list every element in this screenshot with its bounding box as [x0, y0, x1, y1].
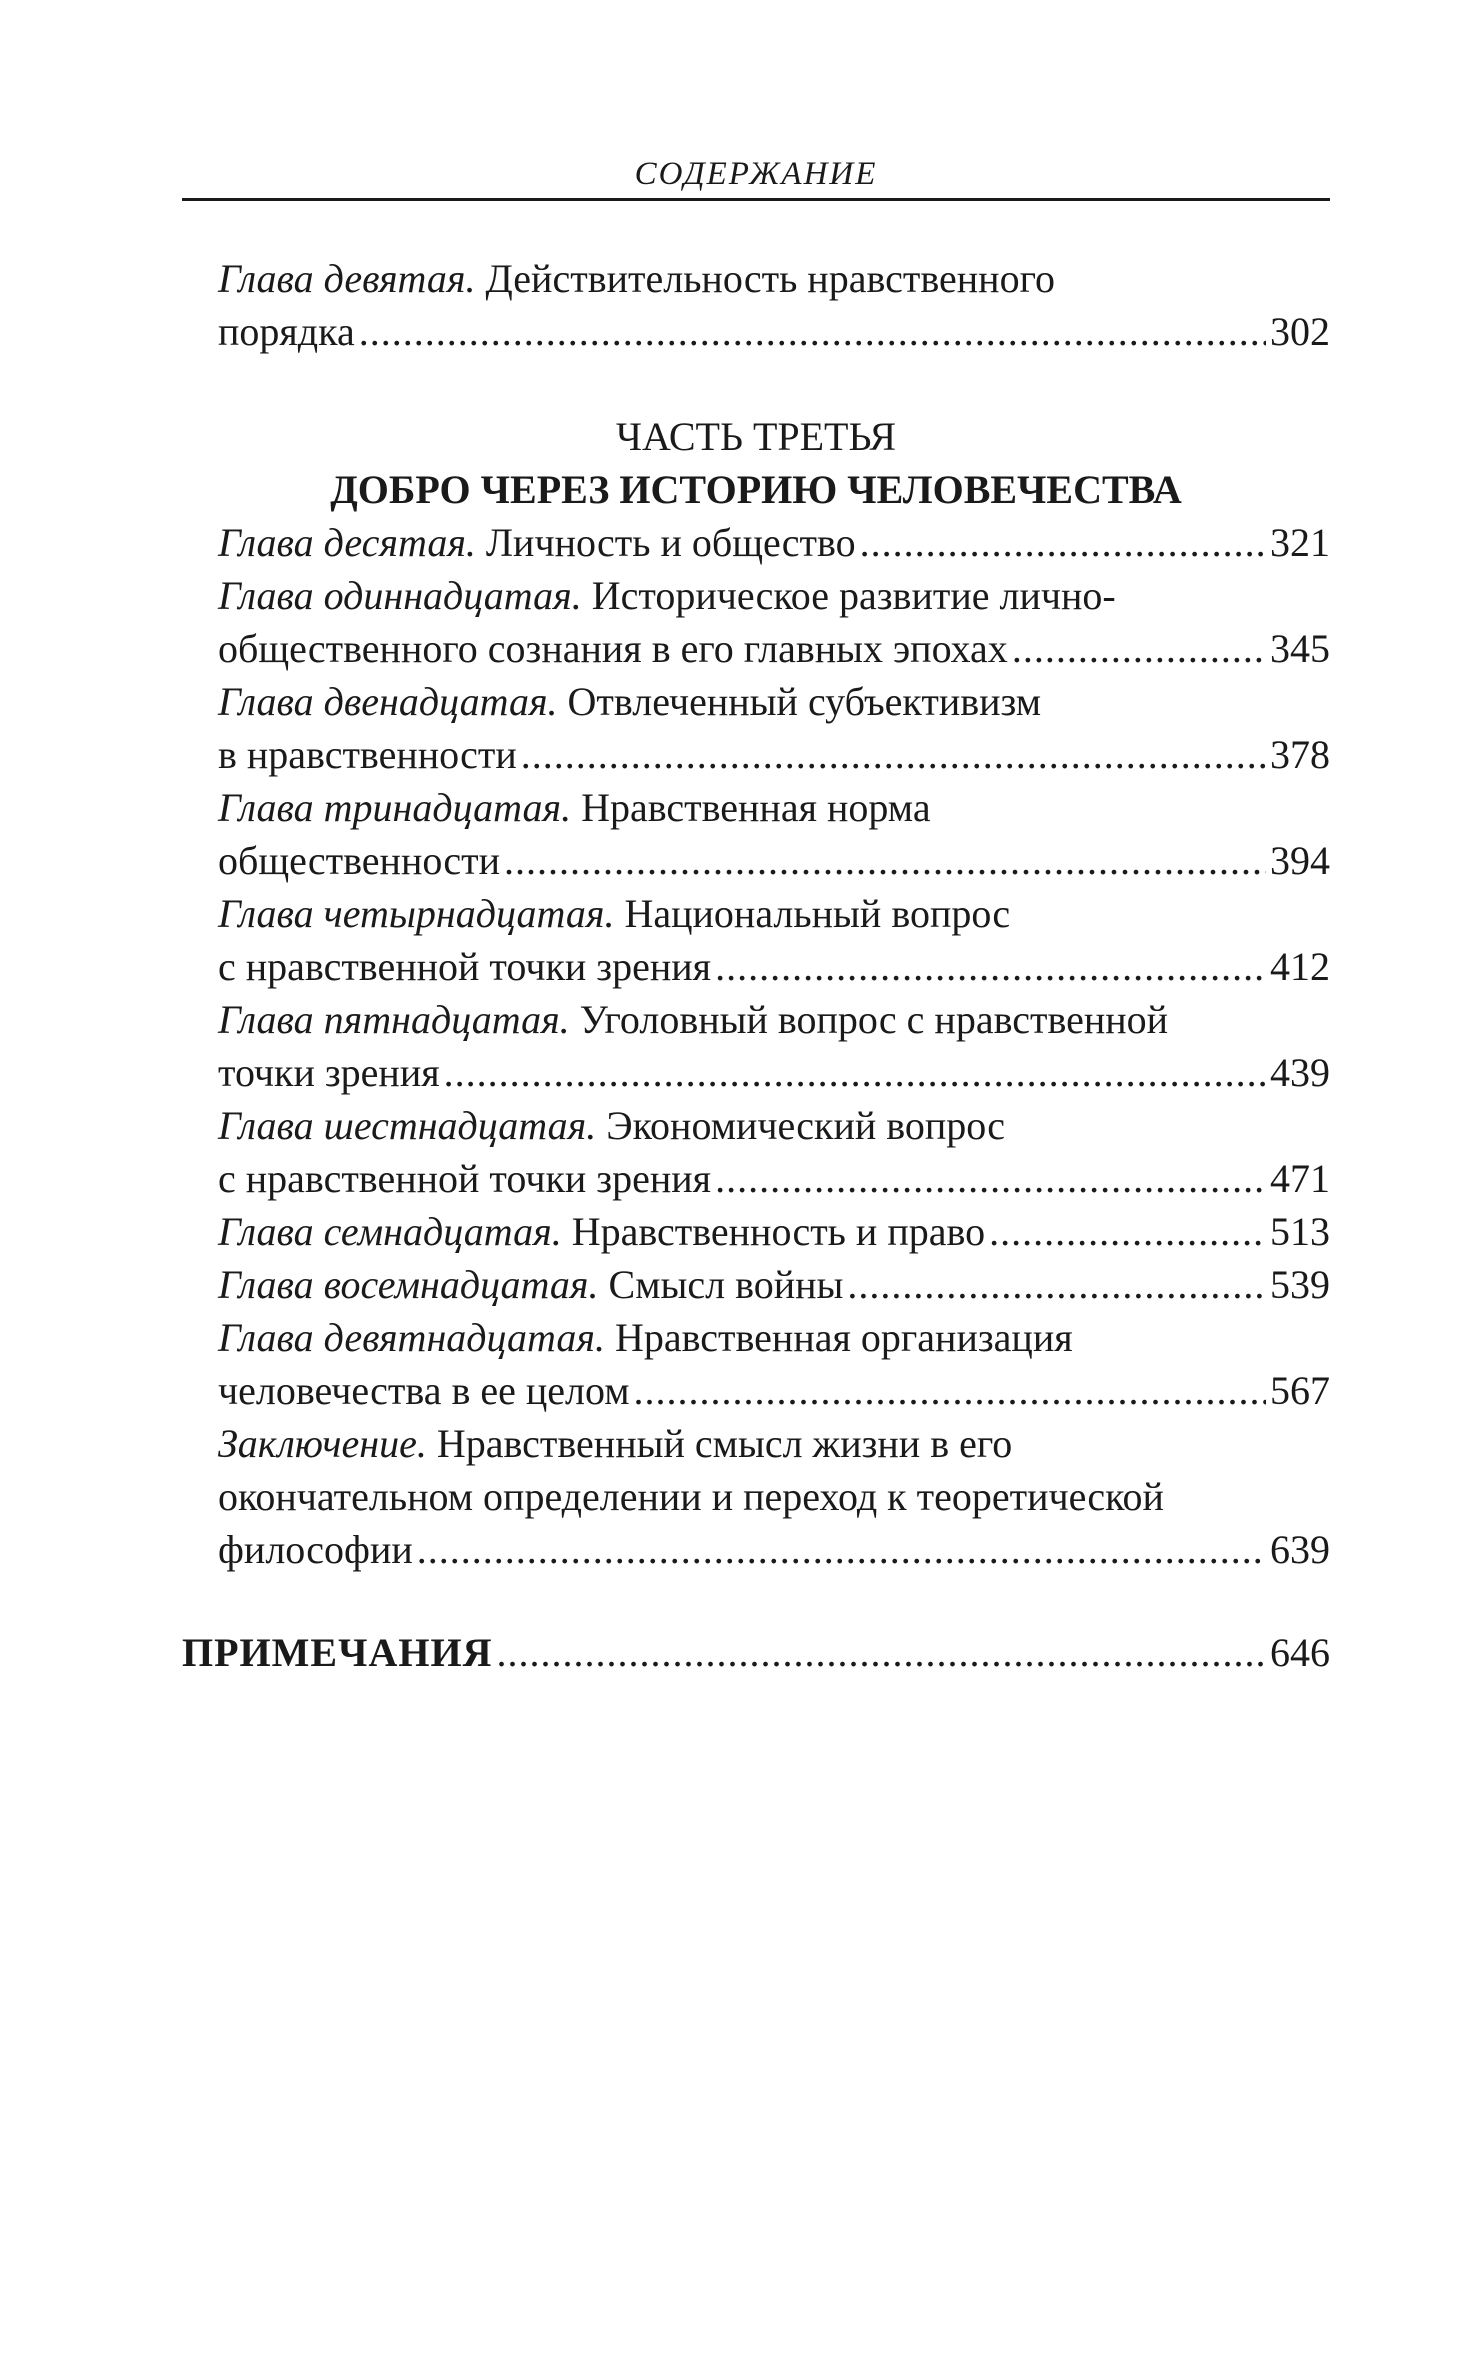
chapter-title: Нравственная норма [581, 785, 931, 830]
toc-line [218, 305, 1330, 358]
chapter-title: Историческое развитие лично- [591, 573, 1116, 618]
toc-line [218, 781, 1330, 834]
running-header [182, 150, 1330, 201]
page-number: 302 [1270, 309, 1330, 354]
chapter-label: Заключение. [218, 1421, 427, 1466]
chapter-label: Глава одиннадцатая. [218, 573, 582, 618]
chapter-label: Глава девятнадцатая. [218, 1315, 605, 1360]
chapter-title: Смысл войны [608, 1262, 844, 1307]
toc-line [218, 887, 1330, 940]
toc-entry-conclusion[interactable] [218, 1417, 1330, 1576]
chapter-title-cont: человечества в ее целом [218, 1368, 630, 1413]
page-number: 345 [1270, 626, 1330, 671]
chapter-title: Нравственность и право [571, 1209, 986, 1254]
dot-leader [715, 940, 1266, 993]
page-number: 378 [1270, 732, 1330, 777]
toc-entry-chapter-19[interactable] [218, 1311, 1330, 1417]
toc-line [218, 252, 1330, 305]
dot-leader [1012, 622, 1266, 675]
page-number: 539 [1270, 1262, 1330, 1307]
chapter-label: Глава семнадцатая. [218, 1209, 562, 1254]
toc-entry-notes[interactable] [182, 1626, 1330, 1679]
dot-leader [444, 1046, 1266, 1099]
dot-leader [417, 1523, 1266, 1576]
toc-entry-chapter-9[interactable] [218, 252, 1330, 358]
chapter-title: Отвлеченный субъективизм [567, 679, 1042, 724]
toc-entry-chapter-15[interactable] [218, 993, 1330, 1099]
toc-line [218, 1152, 1330, 1205]
toc-line [218, 1099, 1330, 1152]
toc-line [218, 728, 1330, 781]
chapter-title-cont: общественного сознания в его главных эпохах [218, 626, 1008, 671]
chapter-label: Глава двенадцатая. [218, 679, 558, 724]
toc-entry-chapter-18[interactable] [218, 1258, 1330, 1311]
page-number: 439 [1270, 1050, 1330, 1095]
toc-line [218, 1311, 1330, 1364]
chapter-label: Глава шестнадцатая. [218, 1103, 597, 1148]
toc-line [218, 1258, 1330, 1311]
header-title: СОДЕРЖАНИЕ [634, 156, 878, 192]
dot-leader [634, 1364, 1266, 1417]
chapter-title: Личность и общество [485, 520, 856, 565]
dot-leader [989, 1205, 1266, 1258]
toc-entry-chapter-17[interactable] [218, 1205, 1330, 1258]
chapter-title: Нравственная организация [614, 1315, 1073, 1360]
part-heading: ЧАСТЬ ТРЕТЬЯ [615, 414, 897, 459]
dot-leader [847, 1258, 1266, 1311]
toc-line [218, 1046, 1330, 1099]
chapter-title-cont: с нравственной точки зрения [218, 944, 712, 989]
chapter-title-cont: с нравственной точки зрения [218, 1156, 712, 1201]
toc-line [218, 1470, 1330, 1523]
toc-line [218, 1417, 1330, 1470]
toc-line [218, 675, 1330, 728]
chapter-title: Уголовный вопрос с нравственной [579, 997, 1169, 1042]
chapter-label: Глава пятнадцатая. [218, 997, 570, 1042]
page-number: 646 [1270, 1630, 1330, 1675]
chapter-label: Глава тринадцатая. [218, 785, 572, 830]
toc-line [182, 1626, 1330, 1679]
toc-entry-chapter-10[interactable] [218, 516, 1330, 569]
chapter-title-cont: философии [218, 1527, 413, 1572]
toc-line [218, 1523, 1330, 1576]
toc-entry-chapter-14[interactable] [218, 887, 1330, 993]
chapter-title-cont: общественности [218, 838, 500, 883]
dot-leader [496, 1626, 1266, 1679]
chapter-title: Действительность нравственного [485, 256, 1055, 301]
chapter-label: Глава восемнадцатая. [218, 1262, 599, 1307]
dot-leader [521, 728, 1266, 781]
toc-line [218, 516, 1330, 569]
chapter-title: Национальный вопрос [624, 891, 1011, 936]
toc-line [218, 940, 1330, 993]
chapter-title-cont: окончательном определении и переход к теоретической [218, 1474, 1164, 1519]
chapter-label: Глава десятая. [218, 520, 476, 565]
page-number: 412 [1270, 944, 1330, 989]
notes-label: ПРИМЕЧАНИЯ [182, 1630, 493, 1675]
dot-leader [715, 1152, 1266, 1205]
toc-line [218, 622, 1330, 675]
dot-leader [359, 305, 1266, 358]
toc-line [218, 1205, 1330, 1258]
dot-leader [504, 834, 1266, 887]
page-number: 394 [1270, 838, 1330, 883]
part-title: ДОБРО ЧЕРЕЗ ИСТОРИЮ ЧЕЛОВЕЧЕСТВА [330, 467, 1182, 512]
page-number: 471 [1270, 1156, 1330, 1201]
toc-entry-chapter-16[interactable] [218, 1099, 1330, 1205]
toc-line [218, 569, 1330, 622]
toc-entry-chapter-11[interactable] [218, 569, 1330, 675]
toc-line [218, 1364, 1330, 1417]
table-of-contents [182, 252, 1330, 1679]
chapter-label: Глава девятая. [218, 256, 476, 301]
page-number: 513 [1270, 1209, 1330, 1254]
chapter-title: Экономический вопрос [606, 1103, 1006, 1148]
toc-entry-chapter-13[interactable] [218, 781, 1330, 887]
chapter-title-cont: точки зрения [218, 1050, 440, 1095]
chapter-title-cont: порядка [218, 309, 355, 354]
toc-line [218, 834, 1330, 887]
chapter-title-cont: в нравственности [218, 732, 517, 777]
toc-entry-chapter-12[interactable] [218, 675, 1330, 781]
chapter-label: Глава четырнадцатая. [218, 891, 615, 936]
chapter-title: Нравственный смысл жизни в его [436, 1421, 1013, 1466]
dot-leader [860, 516, 1266, 569]
page-number: 567 [1270, 1368, 1330, 1413]
page-number: 321 [1270, 520, 1330, 565]
page-number: 639 [1270, 1527, 1330, 1572]
toc-line [218, 993, 1330, 1046]
